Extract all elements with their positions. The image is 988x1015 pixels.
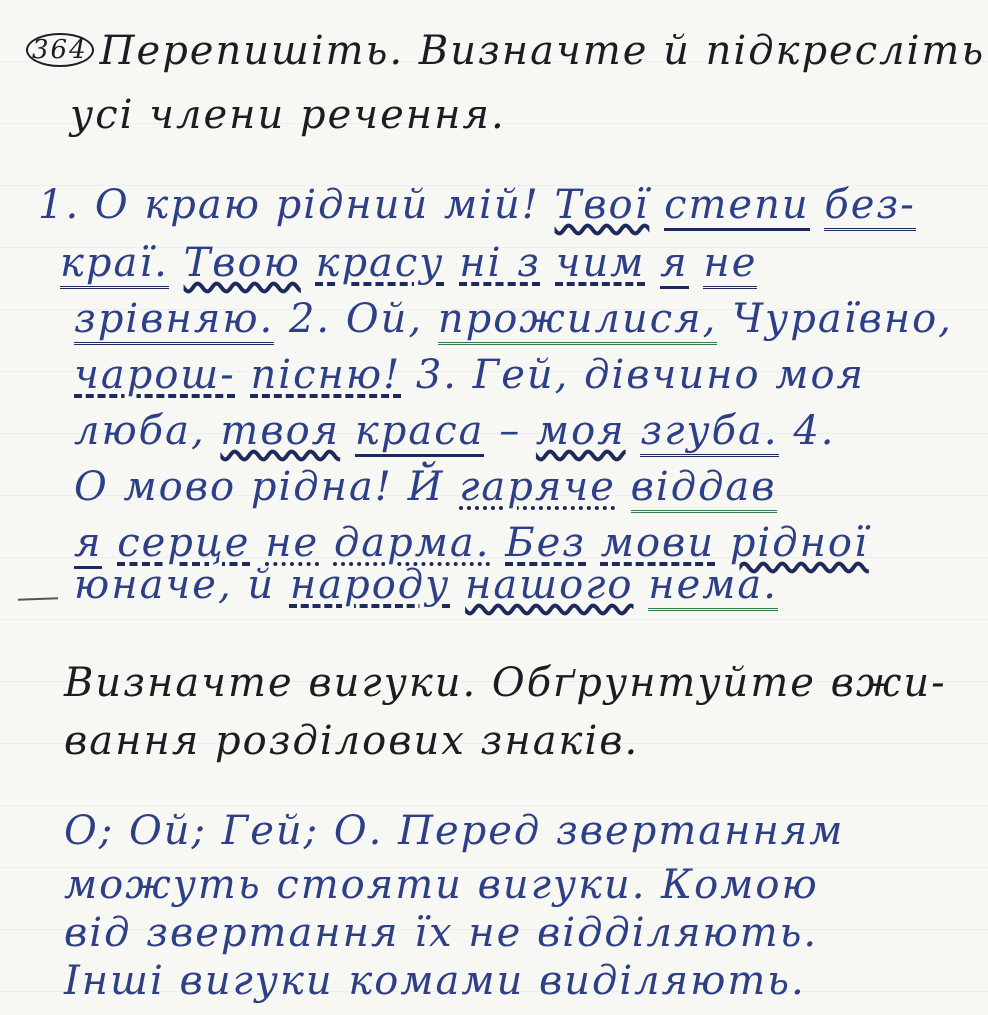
task2-line-2: вання розділових знаків. — [64, 718, 640, 764]
task-header-line-1 — [26, 28, 988, 74]
word: – — [499, 408, 522, 454]
word-predicate: згуба. — [640, 408, 778, 457]
word-subject: краса — [355, 408, 485, 457]
word-attribute: Твою — [183, 240, 301, 286]
word-object: ні з — [459, 240, 541, 286]
word: 3. Гей, — [415, 352, 570, 398]
word-predicate: нема. — [648, 562, 778, 611]
word-subject: степи — [664, 182, 810, 231]
word-attribute: рідної — [729, 520, 869, 566]
word-adverbial: не — [265, 520, 320, 566]
answer1-line-2 — [60, 240, 988, 286]
word-predicate: не — [703, 240, 757, 289]
word-attribute: нашого — [465, 562, 634, 608]
answer2-line-1: О; Ой; Гей; О. Перед звертанням — [64, 808, 845, 854]
word-attribute: Твої — [554, 182, 650, 228]
word: дівчино — [584, 352, 761, 398]
margin-mark — [18, 597, 58, 600]
word-adverbial: дарма. — [333, 520, 491, 566]
answer1-line-1 — [38, 182, 988, 228]
word: Чураївно, — [732, 296, 953, 342]
answer1-line-8 — [74, 562, 988, 608]
word: моя — [775, 352, 866, 398]
word-object: народу — [289, 562, 451, 608]
answer1-line-7 — [74, 520, 988, 566]
word-attribute: твоя — [220, 408, 341, 454]
word-subject: я — [660, 240, 688, 289]
word-predicate: віддав — [631, 464, 777, 513]
word: рідна! — [250, 464, 393, 510]
answer2-line-2: можуть стояти вигуки. Комою — [64, 862, 819, 908]
word: юначе, — [74, 562, 233, 608]
word-object: чарош- — [74, 352, 236, 398]
answer1-line-3 — [74, 296, 988, 342]
task-header-line-2: усі члени речення. — [70, 92, 506, 138]
word: люба, — [74, 408, 206, 454]
word: 2. Ой, — [288, 296, 424, 342]
exercise-number: 364 — [26, 33, 94, 67]
word: 4. — [793, 408, 836, 454]
word-object: пісню! — [250, 352, 402, 398]
word-object: чим — [555, 240, 646, 286]
word-object: мови — [600, 520, 716, 566]
word: Й — [407, 464, 445, 510]
word: й — [247, 562, 276, 608]
word: О — [74, 464, 109, 510]
answer1-line-4 — [74, 352, 988, 398]
answer1-line-5 — [74, 408, 988, 454]
word-predicate: краї. — [60, 240, 169, 289]
word: краю — [144, 182, 261, 228]
word-predicate: без- — [824, 182, 915, 231]
task-text: Перепишіть. Визначте й підкресліть — [99, 28, 986, 74]
word-predicate: прожилися, — [438, 296, 718, 345]
task2-line-1: Визначте вигуки. Обґрунтуйте вжи- — [64, 660, 947, 706]
word-adverbial: гаряче — [459, 464, 616, 510]
word-object: Без — [505, 520, 587, 566]
word-object: серце — [117, 520, 251, 566]
word-attribute: моя — [535, 408, 626, 454]
word: 1. О — [38, 182, 130, 228]
word: мово — [123, 464, 237, 510]
word: мій! — [444, 182, 540, 228]
word-predicate: зрівняю. — [74, 296, 274, 345]
word: рідний — [275, 182, 430, 228]
word-subject: я — [74, 520, 102, 569]
answer1-line-6 — [74, 464, 988, 510]
answer2-line-3: від звертання їх не відділяють. — [64, 910, 819, 956]
answer2-line-4: Інші вигуки комами виділяють. — [64, 958, 806, 1004]
word-object: красу — [315, 240, 445, 286]
